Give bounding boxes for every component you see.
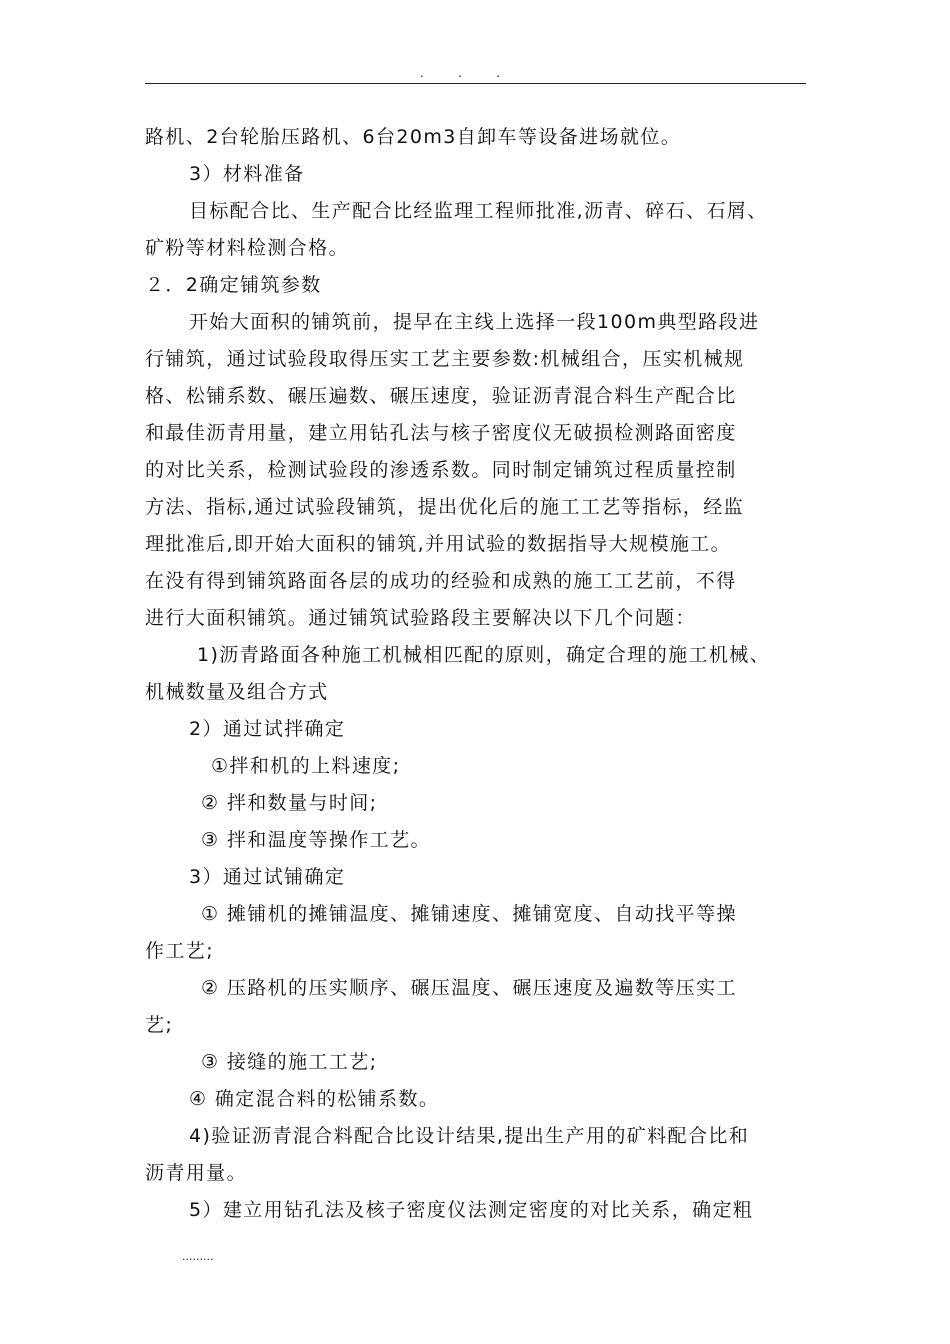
header-dots: . . . xyxy=(420,66,501,80)
text-line: 1)沥青路面各种施工机械相匹配的原则，确定合理的施工机械、 xyxy=(197,644,771,666)
body-text xyxy=(145,119,825,1229)
text-line: 机械数量及组合方式 xyxy=(145,681,329,703)
text-line: 的对比关系，检测试验段的渗透系数。同时制定铺筑过程质量控制 xyxy=(145,459,737,481)
text-line: ① 摊铺机的摊铺温度、摊铺速度、摊铺宽度、自动找平等操 xyxy=(201,903,737,925)
text-line: 矿粉等材料检测合格。 xyxy=(145,237,350,259)
text-line: 理批准后,即开始大面积的铺筑,并用试验的数据指导大规模施工。 xyxy=(145,533,732,555)
text-line: 格、松铺系数、碾压遍数、碾压速度，验证沥青混合料生产配合比 xyxy=(145,385,737,407)
header-rule xyxy=(145,83,806,84)
text-line: 进行大面积铺筑。通过铺筑试验路段主要解决以下几个问题： xyxy=(145,607,696,629)
footer-dots: ......... xyxy=(182,1250,214,1263)
text-line: 开始大面积的铺筑前，提早在主线上选择一段100m典型路段进 xyxy=(189,311,760,333)
text-line: ④ 确定混合料的松铺系数。 xyxy=(189,1088,440,1110)
text-line: 方法、指标,通过试验段铺筑，提出优化后的施工工艺等指标，经监 xyxy=(145,496,745,518)
text-line: ２．2确定铺筑参数 xyxy=(145,274,322,296)
text-line: 行铺筑，通过试验段取得压实工艺主要参数:机械组合，压实机械规 xyxy=(145,348,745,370)
text-line: ③ 拌和温度等操作工艺。 xyxy=(201,829,431,851)
text-line: 艺; xyxy=(145,1014,174,1036)
text-line: 3）材料准备 xyxy=(189,163,305,185)
text-line: 4)验证沥青混合料配合比设计结果,提出生产用的矿料配合比和 xyxy=(189,1125,750,1147)
text-line: ② 压路机的压实顺序、碾压温度、碾压速度及遍数等压实工 xyxy=(201,977,737,999)
text-line: 沥青用量。 xyxy=(145,1162,248,1184)
text-line: 在没有得到铺筑路面各层的成功的经验和成熟的施工工艺前，不得 xyxy=(145,570,737,592)
text-line: 3）通过试铺确定 xyxy=(189,866,346,888)
text-line: 5）建立用钻孔法及核子密度仪法测定密度的对比关系，确定粗 xyxy=(189,1199,754,1221)
text-line: 2）通过试拌确定 xyxy=(189,718,346,740)
text-line: 作工艺; xyxy=(145,940,215,962)
text-line: ①拌和机的上料速度; xyxy=(211,755,401,777)
text-line: 路机、2台轮胎压路机、6台20m3自卸车等设备进场就位。 xyxy=(145,126,682,148)
text-line: 和最佳沥青用量，建立用钻孔法与核子密度仪无破损检测路面密度 xyxy=(145,422,737,444)
text-line: ③ 接缝的施工工艺; xyxy=(201,1051,378,1073)
text-line: 目标配合比、生产配合比经监理工程师批准,沥青、碎石、石屑、 xyxy=(189,200,768,222)
text-line: ② 拌和数量与时间; xyxy=(201,792,378,814)
